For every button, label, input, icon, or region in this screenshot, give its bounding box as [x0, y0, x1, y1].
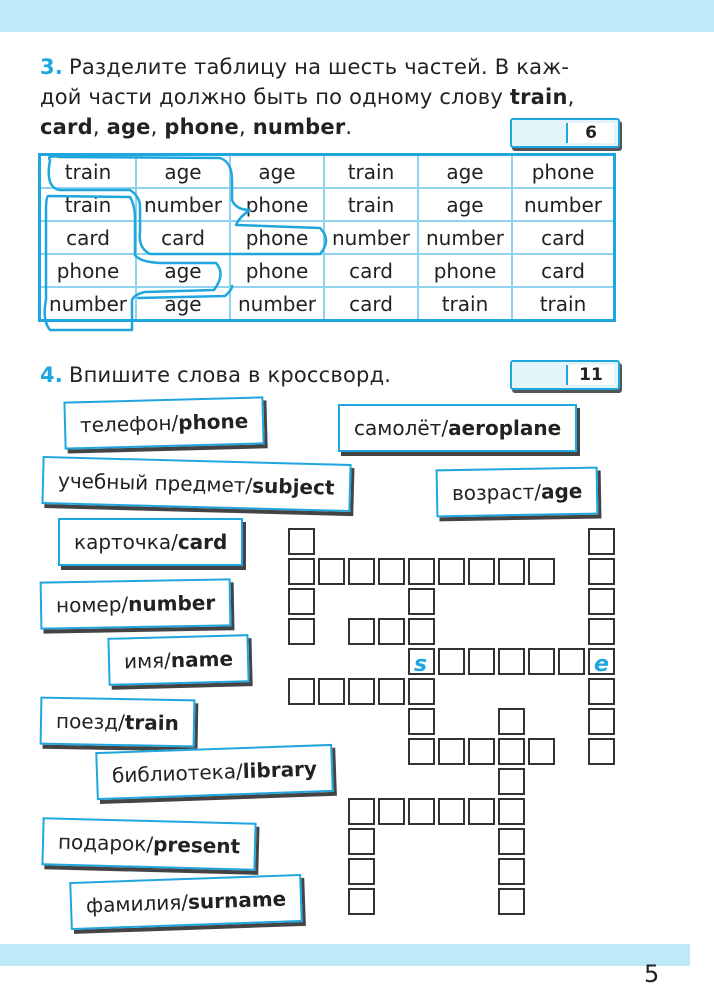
- table-row: [40, 155, 615, 189]
- crossword-cell[interactable]: [348, 828, 375, 855]
- table-cell[interactable]: age: [418, 188, 512, 221]
- table-cell[interactable]: phone: [418, 254, 512, 287]
- crossword-cell[interactable]: [498, 768, 525, 795]
- top-band: [0, 0, 714, 32]
- crossword-cell[interactable]: [288, 618, 315, 645]
- card-en: aeroplane: [448, 416, 562, 440]
- task3-line3-segment: ,: [92, 115, 107, 139]
- card-en: card: [177, 530, 228, 554]
- crossword-cell[interactable]: [318, 558, 345, 585]
- bottom-band: [0, 944, 690, 966]
- table-cell[interactable]: age: [418, 155, 512, 189]
- table-cell[interactable]: phone: [230, 188, 324, 221]
- crossword-cell[interactable]: [438, 558, 465, 585]
- crossword-letter: e: [594, 652, 609, 677]
- crossword-cell[interactable]: [348, 798, 375, 825]
- table-cell[interactable]: card: [40, 221, 137, 254]
- crossword-cell[interactable]: [588, 708, 615, 735]
- table-cell[interactable]: number: [418, 221, 512, 254]
- crossword-cell[interactable]: [378, 678, 405, 705]
- task3-line3-segment: ,: [150, 115, 165, 139]
- crossword-cell[interactable]: [378, 618, 405, 645]
- task3-line3-segment: .: [345, 115, 353, 139]
- table-cell[interactable]: card: [324, 287, 418, 321]
- crossword-cell[interactable]: [498, 828, 525, 855]
- crossword-cell[interactable]: [588, 738, 615, 765]
- crossword-cell[interactable]: [348, 888, 375, 915]
- word-card-name: [107, 634, 249, 686]
- word-table: [38, 153, 616, 322]
- task3-word-train: train: [509, 85, 568, 109]
- word-card-card: [58, 518, 243, 566]
- card-en: age: [540, 478, 583, 504]
- table-cell[interactable]: phone: [230, 221, 324, 254]
- task3-line3-segment: ,: [239, 115, 253, 139]
- crossword-cell[interactable]: [438, 648, 465, 675]
- table-row: [40, 254, 615, 287]
- card-en: present: [152, 832, 241, 859]
- crossword-cell[interactable]: [528, 648, 555, 675]
- crossword-cell[interactable]: [588, 558, 615, 585]
- table-row: [40, 221, 615, 254]
- table-cell[interactable]: train: [40, 155, 137, 189]
- card-ru: карточка/: [74, 530, 178, 554]
- table-cell[interactable]: phone: [40, 254, 137, 287]
- table-cell[interactable]: train: [512, 287, 615, 321]
- crossword-cell[interactable]: [588, 618, 615, 645]
- word-card-present: [41, 817, 256, 871]
- task4-number: 4.: [40, 363, 63, 387]
- card-ru: подарок/: [57, 829, 154, 857]
- table-cell[interactable]: train: [324, 188, 418, 221]
- crossword-cell[interactable]: [498, 798, 525, 825]
- crossword-cell[interactable]: [408, 708, 435, 735]
- crossword-cell[interactable]: [348, 858, 375, 885]
- crossword-cell[interactable]: [588, 678, 615, 705]
- table-cell[interactable]: age: [136, 155, 230, 189]
- table-cell[interactable]: number: [230, 287, 324, 321]
- table-cell[interactable]: card: [136, 221, 230, 254]
- crossword-cell[interactable]: [408, 678, 435, 705]
- card-en: subject: [251, 473, 335, 500]
- task4-score-box: [510, 360, 620, 390]
- table-cell[interactable]: number: [40, 287, 137, 321]
- crossword-cell[interactable]: [288, 588, 315, 615]
- crossword-cell[interactable]: [378, 798, 405, 825]
- word-card-age: [436, 467, 599, 518]
- crossword-cell[interactable]: [408, 618, 435, 645]
- table-cell[interactable]: card: [512, 254, 615, 287]
- table-cell[interactable]: card: [324, 254, 418, 287]
- crossword-cell[interactable]: [468, 558, 495, 585]
- crossword-cell[interactable]: [498, 648, 525, 675]
- table-cell[interactable]: age: [136, 287, 230, 321]
- table-cell[interactable]: train: [418, 287, 512, 321]
- crossword-cell[interactable]: [558, 648, 585, 675]
- table-cell[interactable]: number: [512, 188, 615, 221]
- task3-line2: дой части должно быть по одному слову: [40, 85, 510, 109]
- table-cell[interactable]: phone: [230, 254, 324, 287]
- table-cell[interactable]: card: [512, 221, 615, 254]
- crossword-cell[interactable]: [588, 588, 615, 615]
- card-en: train: [124, 710, 180, 736]
- crossword-letter: s: [414, 652, 428, 677]
- crossword-cell[interactable]: [468, 798, 495, 825]
- crossword-cell[interactable]: [468, 648, 495, 675]
- crossword-cell[interactable]: [408, 738, 435, 765]
- page-number: 5: [644, 960, 660, 988]
- card-ru: телефон/: [79, 410, 179, 438]
- crossword-cell[interactable]: [408, 558, 435, 585]
- task3-line1: Разделите таблицу на шесть частей. В каж-: [69, 55, 570, 79]
- table-cell[interactable]: age: [136, 254, 230, 287]
- crossword-cell[interactable]: [528, 558, 555, 585]
- card-en: number: [127, 590, 216, 617]
- crossword-cell[interactable]: [288, 558, 315, 585]
- task3-line3-segment: card: [40, 115, 93, 139]
- table-cell[interactable]: number: [136, 188, 230, 221]
- crossword-cell[interactable]: [498, 738, 525, 765]
- table-cell[interactable]: number: [324, 221, 418, 254]
- word-card-library: [95, 744, 334, 800]
- word-card-surname: [69, 874, 303, 930]
- task3-score-box: [510, 118, 620, 148]
- crossword-cell[interactable]: [288, 528, 315, 555]
- card-ru: возраст/: [451, 479, 542, 506]
- task3-score: 6: [566, 123, 614, 143]
- task4-text: Впишите слова в кроссворд.: [69, 363, 392, 387]
- card-en: phone: [177, 408, 249, 435]
- crossword-cell[interactable]: [288, 678, 315, 705]
- task3-number: 3.: [40, 55, 63, 79]
- crossword-cell[interactable]: [468, 738, 495, 765]
- word-card-aeroplane: [338, 404, 577, 452]
- table-row: [40, 287, 615, 321]
- task3-line3-segment: number: [252, 115, 346, 139]
- table-cell[interactable]: train: [324, 155, 418, 189]
- crossword-cell[interactable]: [498, 858, 525, 885]
- crossword-cell[interactable]: [498, 708, 525, 735]
- card-ru: номер/: [55, 592, 129, 618]
- task4-score: 11: [566, 365, 614, 385]
- card-en: library: [242, 756, 318, 784]
- word-card-subject: [41, 456, 351, 512]
- crossword-cell[interactable]: [348, 618, 375, 645]
- crossword-cell[interactable]: [438, 738, 465, 765]
- card-ru: поезд/: [55, 708, 126, 735]
- crossword-cell[interactable]: [438, 798, 465, 825]
- crossword-cell[interactable]: [588, 528, 615, 555]
- table-cell[interactable]: age: [230, 155, 324, 189]
- crossword-cell[interactable]: [348, 678, 375, 705]
- table-cell[interactable]: phone: [512, 155, 615, 189]
- card-ru: учебный предмет/: [57, 468, 253, 498]
- task3-line3-segment: age: [106, 115, 151, 139]
- table-row: [40, 188, 615, 221]
- crossword-cell[interactable]: [498, 558, 525, 585]
- crossword-cell[interactable]: [498, 888, 525, 915]
- crossword-cell[interactable]: [348, 558, 375, 585]
- word-card-phone: [63, 396, 265, 449]
- crossword-cell[interactable]: [408, 588, 435, 615]
- crossword-cell[interactable]: [408, 798, 435, 825]
- crossword-cell[interactable]: [528, 738, 555, 765]
- task3-line3-segment: phone: [164, 115, 239, 139]
- card-ru: имя/: [123, 648, 172, 674]
- word-card-number: [40, 578, 232, 629]
- table-cell[interactable]: train: [40, 188, 137, 221]
- card-ru: самолёт/: [354, 416, 449, 440]
- card-en: name: [170, 646, 234, 673]
- card-ru: фамилия/: [85, 889, 189, 918]
- card-ru: библиотека/: [111, 759, 244, 788]
- crossword-cell[interactable]: [318, 678, 345, 705]
- word-card-train: [40, 697, 196, 748]
- task3-comma: ,: [567, 85, 575, 109]
- card-en: surname: [187, 886, 287, 914]
- crossword-cell[interactable]: [378, 558, 405, 585]
